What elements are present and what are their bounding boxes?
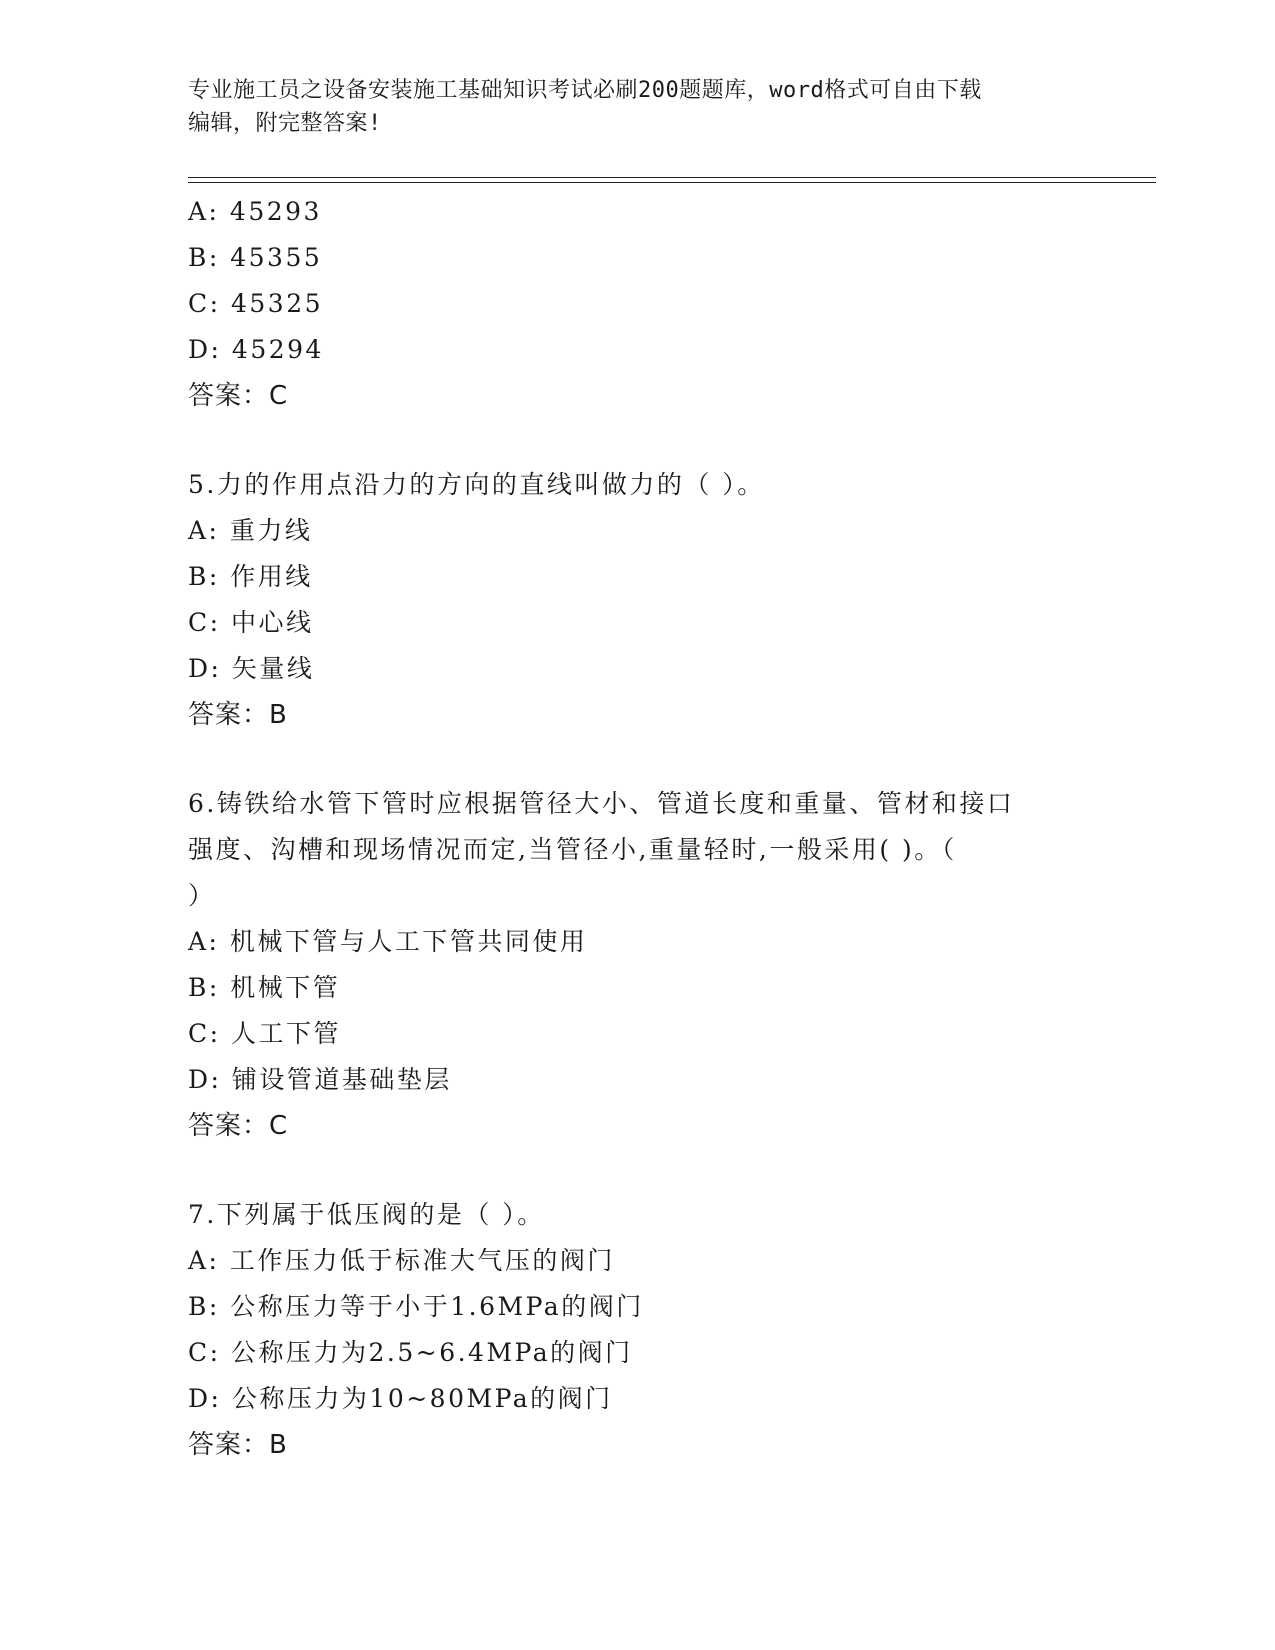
- option-c: C: 人工下管: [188, 1019, 341, 1048]
- header-title-line-1: 专业施工员之设备安装施工基础知识考试必刷200题题库，word格式可自由下载: [188, 78, 982, 103]
- header-divider-bottom: [188, 182, 1156, 183]
- option-d: D: 矢量线: [188, 654, 315, 683]
- option-d: D: 公称压力为10~80MPa的阀门: [188, 1384, 613, 1413]
- option-b: B: 机械下管: [188, 973, 341, 1002]
- option-a: A: 工作压力低于标准大气压的阀门: [188, 1246, 615, 1275]
- question-text: 5.力的作用点沿力的方向的直线叫做力的（ ）。: [188, 470, 765, 499]
- spacer: [188, 738, 1088, 781]
- question-text-line-2: 强度、沟槽和现场情况而定,当管径小,重量轻时,一般采用( )。（: [188, 835, 957, 864]
- question-text-line-3: ）: [188, 881, 216, 910]
- option-b: B: 公称压力等于小于1.6MPa的阀门: [188, 1292, 644, 1321]
- spacer: [188, 1149, 1088, 1192]
- option-a: A: 机械下管与人工下管共同使用: [188, 927, 588, 956]
- question-7: [188, 1192, 1088, 1468]
- option-d: D: 45294: [188, 335, 324, 364]
- option-b: B: 作用线: [188, 562, 313, 591]
- question-6: [188, 781, 1088, 1149]
- answer: 答案：B: [188, 1430, 288, 1460]
- option-c: C: 公称压力为2.5~6.4MPa的阀门: [188, 1338, 633, 1367]
- question-5: [188, 462, 1088, 738]
- answer: 答案：B: [188, 700, 288, 730]
- option-c: C: 中心线: [188, 608, 314, 637]
- answer: 答案：C: [188, 381, 289, 411]
- spacer: [188, 419, 1088, 462]
- option-a: A: 重力线: [188, 516, 313, 545]
- document-header: [188, 74, 1068, 140]
- option-d: D: 铺设管道基础垫层: [188, 1065, 452, 1094]
- header-divider-top: [188, 177, 1156, 178]
- question-text: 7.下列属于低压阀的是（ ）。: [188, 1200, 545, 1229]
- header-title-line-2: 编辑，附完整答案!: [188, 111, 382, 136]
- question-text-line-1: 6.铸铁给水管下管时应根据管径大小、管道长度和重量、管材和接口: [188, 789, 1015, 818]
- answer: 答案：C: [188, 1111, 289, 1141]
- question-4: [188, 189, 1088, 419]
- option-a: A: 45293: [188, 197, 322, 226]
- option-c: C: 45325: [188, 289, 324, 318]
- option-b: B: 45355: [188, 243, 323, 272]
- question-list: [188, 189, 1088, 1468]
